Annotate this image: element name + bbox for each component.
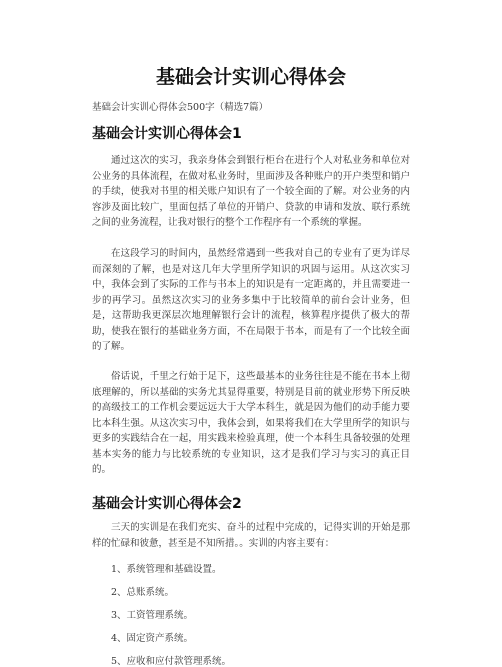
list-item: 2、总账系统。 [111,587,175,598]
list-item: 5、应收和应付款管理系统。 [111,656,232,667]
section-2-paragraph-1: 三天的实训是在我们充实、奋斗的过程中完成的，记得实训的开始是那样的忙碌和彼惫，甚至是不知所措。。实训的内容主要有： [92,522,410,549]
list-item: 1、系统管理和基础设置。 [111,564,222,575]
document-subtitle: 基础会计实训心得体会500字（精选7篇） [92,102,269,113]
section-1-paragraph-3: 俗话说，千里之行始于足下，这些最基本的业务往往是不能在书本上彻底理解的，所以基础的实务尤其显得重要，特别是目前的就业形势下所反映的高级技工的工作机会要远远大于大学本科生，就是因为他们的动手能力要比本科生强。从这次实习中，我体会到，如果将我们在大学里所学的知识与更多的实践结合在一起，用实践来检验真理，使一个本科生具备较强的处理基本实务的能力与比较系统的专业知识，这才是我们学习与实习的真正目的。 [92,371,410,475]
section-2-heading: 基础会计实训心得体会2 [92,496,242,512]
document-title: 基础会计实训心得体会 [155,66,346,88]
section-1-paragraph-1: 通过这次的实习，我亲身体会到银行柜台在进行个人对私业务和单位对公业务的具体流程，在做对私业务时，里面涉及各种账户的开户类型和销户的手续，使我对书里的相关账户知识有了一个较全面的了解。对公业务的内容涉及面比较广，里面包括了单位的开销户、贷款的申请和发放、联行系统之间的业务流程，让我对银行的整个工作程序有一个系统的掌握。 [92,155,410,228]
list-item: 3、工资管理系统。 [111,610,194,621]
list-item: 4、固定资产系统。 [111,633,194,644]
section-1-paragraph-2: 在这段学习的时间内，虽然经常遇到一些我对自己的专业有了更为详尽而深刻的了解，也是对这几年大学里所学知识的巩固与运用。从这次实习中，我体会到了实际的工作与书本上的知识是有一定距离的，并且需要进一步的再学习。虽然这次实习的业务多集中于比较简单的前台会计业务，但是，这帮助我更深层次地理解银行会计的流程，核算程序提供了极大的帮助，使我在银行的基础业务方面，不在局限于书本，而是有了一个比较全面的了解。 [92,248,410,352]
section-1-heading: 基础会计实训心得体会1 [92,126,242,142]
